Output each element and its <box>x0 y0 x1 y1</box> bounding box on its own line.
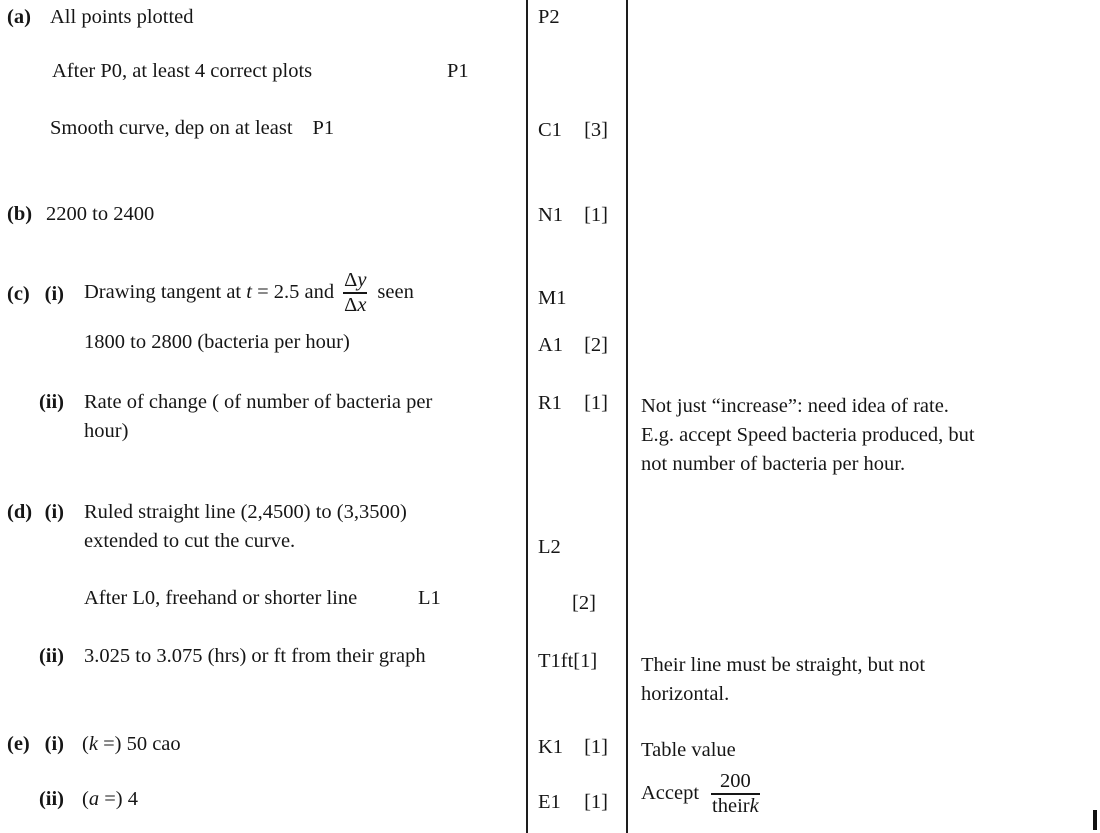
scan-artifact-tick <box>1093 810 1097 830</box>
marks-c-ii <box>538 392 608 416</box>
mark-p1-inline-2: P1 <box>312 117 335 139</box>
part-label-c: (c) <box>7 283 30 305</box>
mark-n1: N1 <box>538 204 564 226</box>
mark-a1: A1 <box>538 334 564 356</box>
note-line: horizontal. <box>641 683 730 705</box>
note-accept: Accept <box>641 782 700 805</box>
mark-total-1c: [1] <box>584 392 608 414</box>
fraction-denominator: theirk <box>712 795 759 817</box>
part-label-a: (a) <box>7 6 31 28</box>
marks-e-i <box>538 736 608 760</box>
answer-c-i-line1 <box>84 263 414 323</box>
answer-b: 2200 to 2400 <box>46 203 155 225</box>
sub-label-d-i: (i) <box>44 501 64 523</box>
var-k: k <box>88 733 98 755</box>
mark-p2: P2 <box>538 6 560 28</box>
answer-e-ii: (a =) 4 <box>82 788 138 810</box>
answer-d-i-line1: Ruled straight line (2,4500) to (3,3500) <box>84 501 407 523</box>
note-line: Table value <box>641 739 736 761</box>
answer-c-i-text: Drawing tangent at t = 2.5 and <box>84 281 335 304</box>
marks-d-ii <box>538 650 597 674</box>
mark-total-1d: [1] <box>573 650 598 672</box>
mark-k1: K1 <box>538 736 564 758</box>
answer-c-ii-line1: Rate of change ( of number of bacteria per <box>84 391 433 413</box>
answer-a-line1: All points plotted <box>50 6 194 28</box>
mark-p1-inline-1: P1 <box>447 60 469 82</box>
mark-total-1e: [1] <box>584 736 608 758</box>
mark-total-2c: [2] <box>584 334 608 356</box>
column-rule-left <box>526 0 528 833</box>
answer-c-i-seen: seen <box>377 281 414 304</box>
note-line: Not just “increase”: need idea of rate. <box>641 395 949 417</box>
mark-l2: L2 <box>538 536 561 558</box>
mark-total-1b: [1] <box>584 204 608 226</box>
mark-l1-inline: L1 <box>418 587 441 609</box>
answer-d-i-alt: After L0, freehand or shorter line <box>84 587 358 609</box>
var-t: t <box>246 281 252 304</box>
note-line: Their line must be straight, but not <box>641 654 926 676</box>
mark-e1: E1 <box>538 791 561 813</box>
note-c-ii <box>641 392 975 479</box>
marks-b <box>538 204 608 228</box>
answer-c-i-line2: 1800 to 2800 (bacteria per hour) <box>84 331 350 353</box>
sub-label-e-ii: (ii) <box>38 788 64 810</box>
marks-a <box>538 119 608 143</box>
answer-a-line3-text: Smooth curve, dep on at least <box>50 117 293 139</box>
answer-d-i-line2: extended to cut the curve. <box>84 530 296 552</box>
answer-c-ii-line2: hour) <box>84 420 129 442</box>
mark-total-3: [3] <box>584 119 608 141</box>
answer-a-line2: After P0, at least 4 correct plots <box>52 60 313 82</box>
part-label-d: (d) <box>7 501 33 523</box>
var-a: a <box>88 788 100 810</box>
part-label-e: (e) <box>7 733 30 755</box>
part-label-b: (b) <box>7 203 33 225</box>
column-rule-right <box>626 0 628 833</box>
fraction-dy-dx <box>343 269 367 317</box>
answer-a-line3 <box>50 117 334 141</box>
note-e-ii <box>641 760 760 828</box>
mark-total-2d: [2] <box>572 592 596 614</box>
note-d-ii <box>641 651 925 709</box>
answer-d-ii: 3.025 to 3.075 (hrs) or ft from their graph <box>84 645 426 667</box>
mark-c1: C1 <box>538 119 562 141</box>
sub-label-c-ii: (ii) <box>38 391 64 413</box>
mark-r1: R1 <box>538 392 562 414</box>
fraction-200-their-k <box>711 770 760 818</box>
answer-e-i: (k =) 50 cao <box>82 733 181 755</box>
fraction-numerator: 200 <box>720 770 751 793</box>
mark-total-1f: [1] <box>584 791 608 813</box>
marks-c-i <box>538 334 608 358</box>
mark-m1: M1 <box>538 287 567 309</box>
mark-t1ft: T1ft <box>538 650 574 672</box>
fraction-numerator: Δy <box>344 269 367 292</box>
sub-label-c-i: (i) <box>44 283 64 305</box>
note-line: not number of bacteria per hour. <box>641 453 906 475</box>
marks-e-ii <box>538 791 608 815</box>
sub-label-e-i: (i) <box>44 733 64 755</box>
note-line: E.g. accept Speed bacteria produced, but <box>641 424 975 446</box>
sub-label-d-ii: (ii) <box>38 645 64 667</box>
fraction-denominator: Δx <box>344 294 367 316</box>
